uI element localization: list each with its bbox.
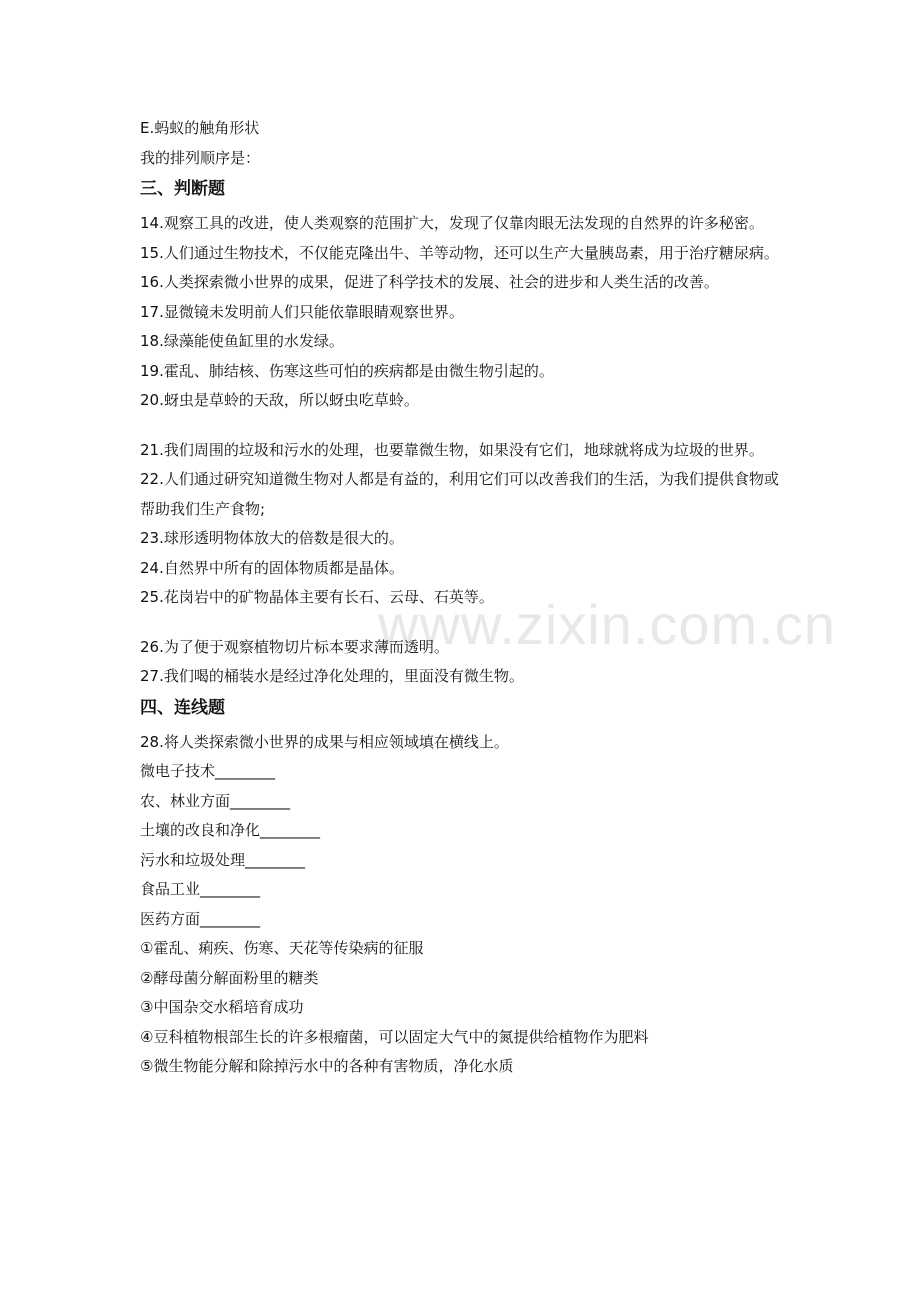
question-item: 15.人们通过生物技术，不仅能克隆出牛、羊等动物，还可以生产大量胰岛素，用于治疗糖尿病。 [140,243,779,262]
question-item: 17.显微镜未发明前人们只能依靠眼睛观察世界。 [140,302,464,321]
field-blank: 农、林业方面________ [140,791,291,810]
question-item: 20.蚜虫是草蛉的天敌，所以蚜虫吃草蛉。 [140,391,419,409]
field-blank: 医药方面________ [140,909,261,928]
question-item: 26.为了便于观察植物切片标本要求薄而透明。 [140,637,449,656]
judgement-group-c [140,633,780,692]
question-item: 27.我们喝的桶装水是经过净化处理的，里面没有微生物。 [140,667,524,685]
question-item: 16.人类探索微小世界的成果，促进了科学技术的发展、社会的进步和人类生活的改善。 [140,273,719,291]
question-item: 14.观察工具的改进，使人类观察的范围扩大，发现了仅靠肉眼无法发现的自然界的许多秘密。 [140,214,764,232]
field-blank: 污水和垃圾处理________ [140,850,306,869]
question-item: 21.我们周围的垃圾和污水的处理，也要靠微生物，如果没有它们，地球就将成为垃圾的世界。 [140,440,764,459]
result-item: ④豆科植物根部生长的许多根瘤菌，可以固定大气中的氮提供给植物作为肥料 [140,1027,649,1046]
matching-results [140,934,780,1082]
field-blank: 土壤的改良和净化________ [140,821,321,839]
question-item: 22.人们通过研究知道微生物对人都是有益的，利用它们可以改善我们的生活，为我们提供食物或帮助我们生产食物; [140,470,779,518]
spacer [140,416,780,436]
field-blank: 食品工业________ [140,880,261,898]
question-item: 19.霍乱、肺结核、伤寒这些可怕的疾病都是由微生物引起的。 [140,361,554,380]
result-item: ③中国杂交水稻培育成功 [140,998,304,1016]
result-item: ⑤微生物能分解和除掉污水中的各种有害物质，净化水质 [140,1057,514,1075]
question-item: 23.球形透明物体放大的倍数是很大的。 [140,529,404,547]
matching-fields [140,757,780,934]
result-item: ①霍乱、痢疾、伤寒、天花等传染病的征服 [140,939,424,957]
judgement-group-a [140,209,780,416]
question-item: 25.花岗岩中的矿物晶体主要有长石、云母、石英等。 [140,588,494,606]
judgement-group-b [140,436,780,613]
option-e: E.蚂蚁的触角形状 [140,119,260,137]
matching-question: 28.将人类探索微小世界的成果与相应领域填在横线上。 [140,732,509,751]
section-title-judgement: 三、判断题 [140,179,225,199]
section-title-matching: 四、连线题 [140,697,225,718]
question-item: 24.自然界中所有的固体物质都是晶体。 [140,558,404,577]
result-item: ②酵母菌分解面粉里的糖类 [140,968,319,987]
spacer [140,613,780,633]
order-prompt: 我的排列顺序是： [140,148,261,167]
document-body [140,114,780,1082]
question-item: 18.绿藻能使鱼缸里的水发绿。 [140,332,344,350]
field-blank: 微电子技术________ [140,762,276,780]
watermark: www.zixin.com.cn [378,593,836,656]
